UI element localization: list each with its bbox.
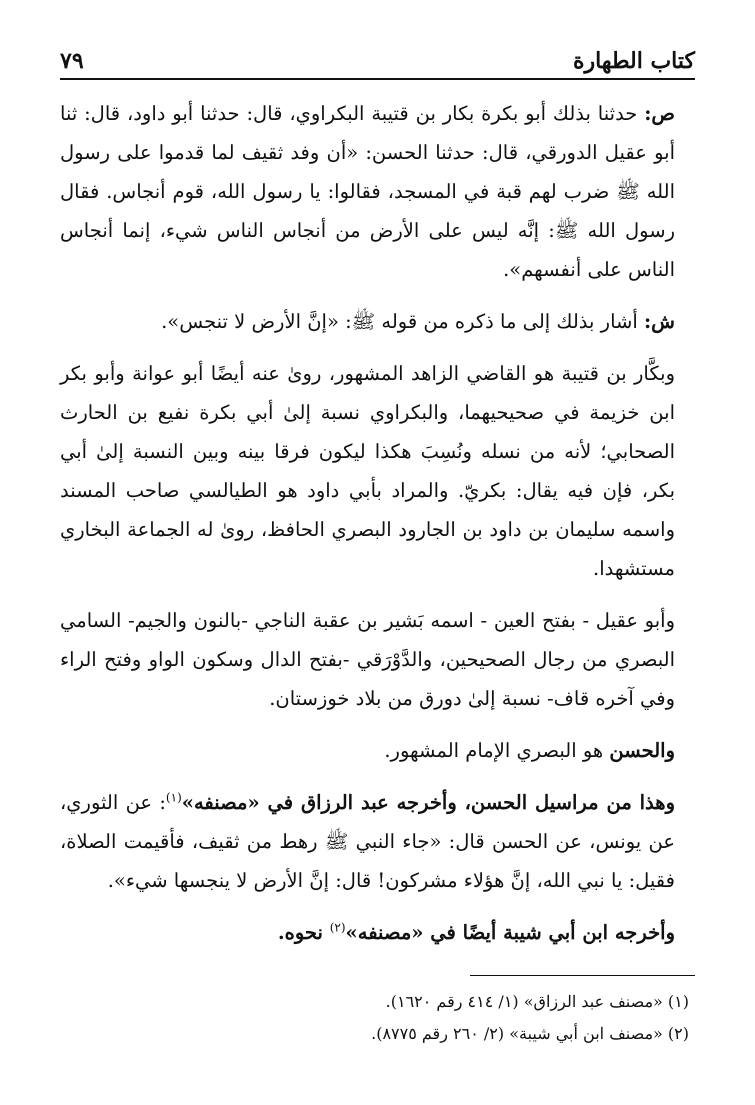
- paragraph-ibn-abi-shaybah: [60, 913, 695, 952]
- running-title: كتاب الطهارة: [572, 48, 695, 74]
- page-header: [60, 38, 695, 80]
- paragraph-text: : عن الثوري، عن يونس، عن الحسن قال: «جاء النبي ﷺ رهط من ثقيف، فأقيمت الصلاة، فقيل: يا نبي الله، إنَّ هؤلاء مشركون! قال: إنَّ الأرض لا ينجسها شيء».: [60, 791, 675, 892]
- paragraph-text: وأبو عقيل - بفتح العين - اسمه بَشير بن عقبة الناجي -بالنون والجيم- السامي البصري من رجال الصحيحين، والدَّوْرَقي -بفتح الدال وسكون الواو وفتح الراء وفي آخره قاف- نسبة إلىٰ دورق من بلاد خوزستان.: [60, 609, 675, 710]
- paragraph-hadith: [60, 94, 695, 289]
- paragraph-hasan: [60, 731, 695, 770]
- paragraph-lead: ش:: [643, 310, 675, 333]
- page-body: [60, 94, 695, 952]
- paragraph-bakkar: [60, 354, 695, 588]
- paragraph-commentary: [60, 302, 695, 341]
- paragraph-lead: وأخرجه ابن أبي شيبة أيضًا في «مصنفه»: [345, 921, 675, 944]
- paragraph-abu-aqil: [60, 601, 695, 718]
- page-number: ٧٩: [60, 48, 84, 74]
- footnote-item: (٢) «مصنف ابن أبي شيبة» (٢/ ٢٦٠ رقم ٨٧٧٥).: [371, 1024, 689, 1043]
- paragraph-text: هو البصري الإمام المشهور.: [384, 739, 610, 762]
- paragraph-lead: وهذا من مراسيل الحسن، وأخرجه عبد الرزاق في «مصنفه»: [181, 791, 675, 814]
- paragraph-text: أشار بذلك إلى ما ذكره من قوله ﷺ: «إنَّ الأرض لا تنجس».: [161, 310, 644, 333]
- paragraph-text: نحوه.: [277, 921, 330, 944]
- footnote-ref[interactable]: (١): [165, 790, 182, 805]
- footnotes: [60, 986, 689, 1050]
- footnote-separator: [470, 975, 695, 976]
- paragraph-text: وبكَّار بن قتيبة هو القاضي الزاهد المشهور، روىٰ عنه أيضًا أبو عوانة وأبو بكر ابن خزيمة في صحيحيهما، والبكراوي نسبة إلىٰ أبي بكرة نفيع بن الحارث الصحابي؛ لأنه من نسله ونُسِبَ هكذا ليكون فرقا بينه وبين النسبة إلىٰ أبي بكر، فإن فيه يقال: بكريّ. والمراد بأبي داود هو الطيالسي صاحب المسند واسمه سليمان بن داود بن الجارود البصري الحافظ، روىٰ له الجماعة البخاري مستشهدا.: [60, 362, 675, 580]
- paragraph-lead: ص:: [644, 102, 675, 125]
- footnote-item: (١) «مصنف عبد الرزاق» (١/ ٤١٤ رقم ١٦٢٠).: [385, 992, 689, 1011]
- footnote-ref[interactable]: (٢): [329, 920, 346, 935]
- paragraph-abdulrazzaq: [60, 783, 695, 900]
- paragraph-text: حدثنا بذلك أبو بكرة بكار بن قتيبة البكراوي، قال: حدثنا أبو داود، قال: ثنا أبو عقيل الدورقي، قال: حدثنا الحسن: «أن وفد ثقيف لما قدموا على رسول الله ﷺ ضرب لهم قبة في المسجد، فقالوا: يا رسول الله، قوم أنجاس. فقال رسول الله ﷺ: إنَّه ليس على الأرض من أنجاس الناس شيء، إنما أنجاس الناس على أنفسهم».: [60, 102, 675, 281]
- paragraph-lead: والحسن: [609, 739, 675, 762]
